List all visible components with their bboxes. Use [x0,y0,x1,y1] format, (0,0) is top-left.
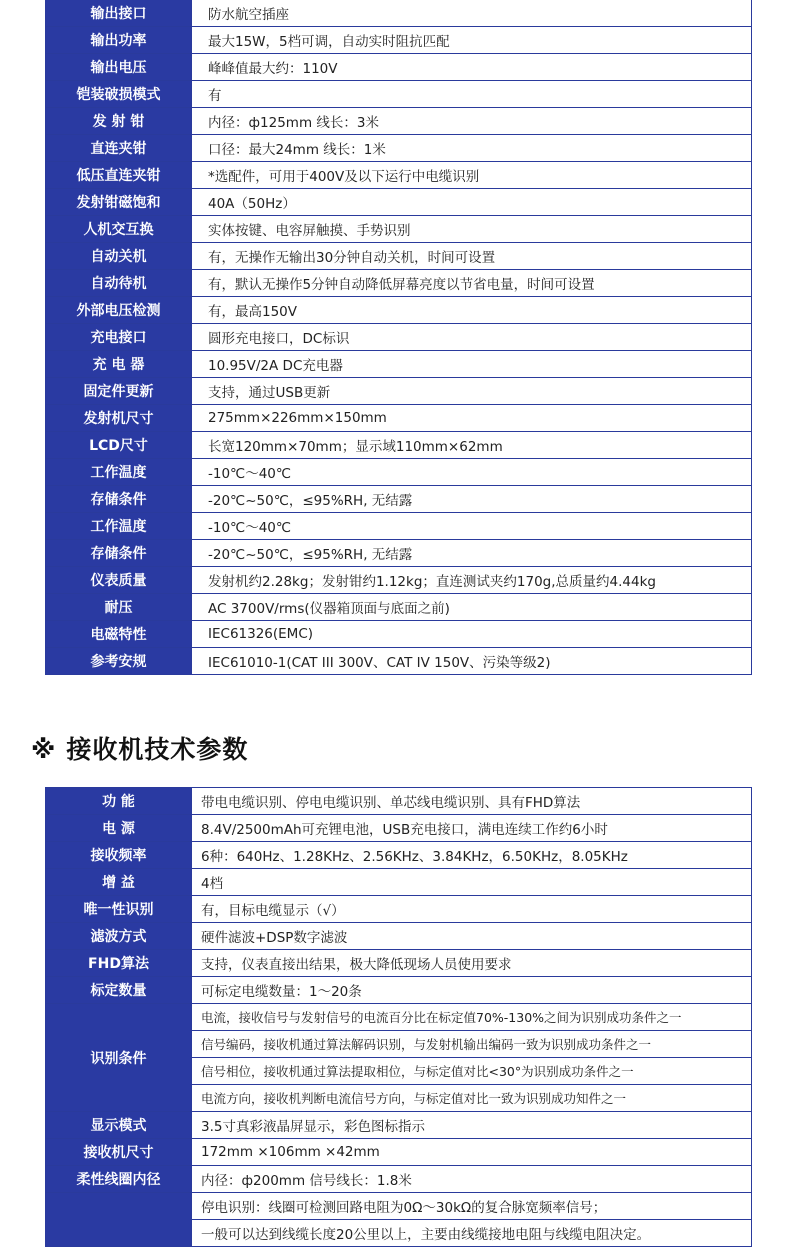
transmitter-spec-table [45,0,752,675]
spec-label: 电磁特性 [46,621,192,648]
spec-row [46,486,752,513]
spec-row [46,324,752,351]
spec-value: 有，默认无操作5分钟自动降低屏幕亮度以节省电量，时间可设置 [192,270,752,297]
spec-value: 6种：640Hz、1.28KHz、2.56KHz、3.84KHz，6.50KHz，8.05KHz [192,842,752,869]
spec-row [46,351,752,378]
spec-row [46,648,752,675]
spec-value: 发射机约2.28kg；发射钳约1.12kg；直连测试夹约170g,总质量约4.44kg [192,567,752,594]
spec-label: FHD算法 [46,950,192,977]
spec-label: 自动关机 [46,243,192,270]
spec-label: 耐压 [46,594,192,621]
spec-row [46,0,752,27]
spec-value: -10℃～40℃ [192,513,752,540]
spec-value: -10℃～40℃ [192,459,752,486]
spec-value: 有，最高150V [192,297,752,324]
spec-label: 外部电压检测 [46,297,192,324]
spec-value: *选配件，可用于400V及以下运行中电缆识别 [192,162,752,189]
spec-row [46,270,752,297]
spec-row [46,567,752,594]
spec-row [46,378,752,405]
spec-row [46,216,752,243]
spec-value: 3.5寸真彩液晶屏显示，彩色图标指示 [192,1112,752,1139]
spec-row [46,189,752,216]
spec-value: 支持，仪表直接出结果，极大降低现场人员使用要求 [192,950,752,977]
spec-label: 识别条件 [46,1004,192,1112]
spec-value: IEC61326(EMC) [192,621,752,648]
spec-row [46,459,752,486]
spec-value: 支持，通过USB更新 [192,378,752,405]
spec-label: 工作温度 [46,459,192,486]
spec-label: 显示模式 [46,1112,192,1139]
spec-value: 275mm×226mm×150mm [192,405,752,432]
spec-row [46,432,752,459]
spec-label: 自动待机 [46,270,192,297]
spec-row [46,896,752,923]
spec-label: 滤波方式 [46,923,192,950]
spec-label: 人机交互换 [46,216,192,243]
spec-label: 电 源 [46,815,192,842]
spec-value: -20℃~50℃，≤95%RH, 无结露 [192,540,752,567]
spec-label [46,1193,192,1247]
spec-row [46,54,752,81]
spec-value: 可标定电缆数量：1～20条 [192,977,752,1004]
receiver-section-heading [31,730,248,766]
spec-value: 40A（50Hz） [192,189,752,216]
spec-label: 参考安规 [46,648,192,675]
receiver-spec-table [45,787,752,1247]
spec-row [46,108,752,135]
spec-value: 硬件滤波+DSP数字滤波 [192,923,752,950]
spec-row [46,621,752,648]
receiver-section-title: 接收机技术参数 [66,735,249,764]
spec-label: 输出接口 [46,0,192,27]
spec-row [46,842,752,869]
spec-label: 输出电压 [46,54,192,81]
spec-value: 峰峰值最大约：110V [192,54,752,81]
spec-row [46,869,752,896]
spec-row [46,81,752,108]
reference-mark-icon: ※ [31,735,57,764]
spec-row [46,1139,752,1166]
spec-label: 柔性线圈内径 [46,1166,192,1193]
spec-row [46,923,752,950]
spec-label: 标定数量 [46,977,192,1004]
spec-label: 低压直连夹钳 [46,162,192,189]
spec-row [46,405,752,432]
spec-label: 充电接口 [46,324,192,351]
spec-value: 实体按键、电容屏触摸、手势识别 [192,216,752,243]
detection-range-text: 一般可以达到线缆长度20公里以上，主要由线缆接地电阻与线缆电阻决定。 [192,1220,752,1247]
spec-value: 有，目标电缆显示（√） [192,896,752,923]
spec-label: 功 能 [46,788,192,815]
spec-label: 接收机尺寸 [46,1139,192,1166]
spec-label: 铠装破损模式 [46,81,192,108]
spec-label: 发射机尺寸 [46,405,192,432]
recognition-condition-text: 电流方向，接收机判断电流信号方向，与标定值对比一致为识别成功知件之一 [192,1085,752,1112]
spec-row [46,540,752,567]
spec-label: 存储条件 [46,486,192,513]
spec-row [46,297,752,324]
spec-label: 直连夹钳 [46,135,192,162]
spec-row [46,135,752,162]
spec-label: 唯一性识别 [46,896,192,923]
spec-row [46,162,752,189]
spec-label: 增 益 [46,869,192,896]
spec-row [46,243,752,270]
spec-value: 防水航空插座 [192,0,752,27]
spec-value: 有 [192,81,752,108]
spec-row [46,788,752,815]
spec-value: 10.95V/2A DC充电器 [192,351,752,378]
spec-value: IEC61010-1(CAT III 300V、CAT IV 150V、污染等级2) [192,648,752,675]
spec-value: 口径：最大24mm 线长：1米 [192,135,752,162]
spec-row [46,977,752,1004]
spec-label: 工作温度 [46,513,192,540]
spec-label: 发 射 钳 [46,108,192,135]
spec-row [46,27,752,54]
recognition-condition-text: 信号编码，接收机通过算法解码识别，与发射机输出编码一致为识别成功条件之一 [192,1031,752,1058]
spec-value: 最大15W，5档可调，自动实时阻抗匹配 [192,27,752,54]
spec-label: 输出功率 [46,27,192,54]
spec-value: -20℃~50℃，≤95%RH, 无结露 [192,486,752,513]
spec-value: 4档 [192,869,752,896]
spec-value: 内径：ф125mm 线长：3米 [192,108,752,135]
spec-value: 有，无操作无输出30分钟自动关机，时间可设置 [192,243,752,270]
recognition-condition-row [46,1004,752,1031]
spec-label: 发射钳磁饱和 [46,189,192,216]
spec-row [46,1112,752,1139]
spec-label: 接收频率 [46,842,192,869]
spec-value: 内径：ф200mm 信号线长：1.8米 [192,1166,752,1193]
spec-row [46,815,752,842]
spec-value: 172mm ×106mm ×42mm [192,1139,752,1166]
spec-row [46,1166,752,1193]
spec-label: 仪表质量 [46,567,192,594]
spec-row [46,950,752,977]
spec-value: 带电电缆识别、停电电缆识别、单芯线电缆识别、具有FHD算法 [192,788,752,815]
spec-value: 8.4V/2500mAh可充锂电池，USB充电接口，满电连续工作约6小时 [192,815,752,842]
detection-range-text: 停电识别：线圈可检测回路电阻为0Ω～30kΩ的复合脉宽频率信号； [192,1193,752,1220]
spec-label: 存储条件 [46,540,192,567]
spec-label: LCD尺寸 [46,432,192,459]
detection-range-row [46,1193,752,1220]
spec-value: AC 3700V/rms(仪器箱顶面与底面之前) [192,594,752,621]
spec-label: 充 电 器 [46,351,192,378]
spec-row [46,594,752,621]
spec-label: 固定件更新 [46,378,192,405]
spec-value: 圆形充电接口，DC标识 [192,324,752,351]
spec-row [46,513,752,540]
spec-value: 长宽120mm×70mm；显示域110mm×62mm [192,432,752,459]
recognition-condition-text: 电流，接收信号与发射信号的电流百分比在标定值70%-130%之间为识别成功条件之一 [192,1004,752,1031]
recognition-condition-text: 信号相位，接收机通过算法提取相位，与标定值对比<30°为识别成功条件之一 [192,1058,752,1085]
